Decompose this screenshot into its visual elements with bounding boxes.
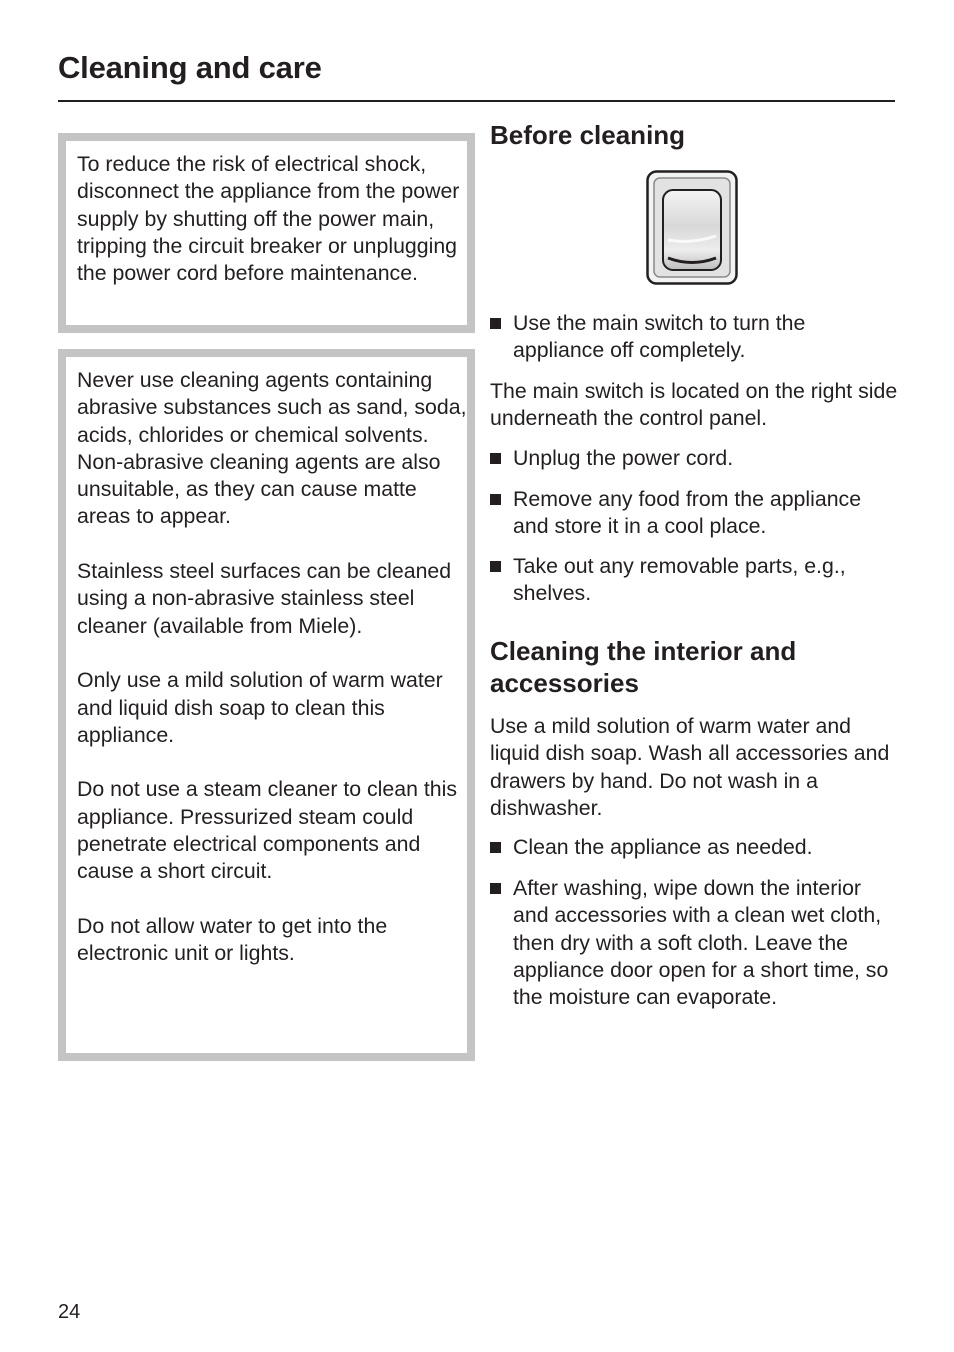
interior-intro: Use a mild solution of warm water and liquid dish soap. Wash all accessories and drawers by hand. Do not wash in a dishwasher.	[490, 714, 890, 820]
warning-text-abrasives: Never use cleaning agents containing abrasive substances such as sand, soda, acids, chlorides or chemical solvents. Non-abrasive cleaning agents are also unsuitable, as they can cause matte areas to appear.	[77, 368, 467, 529]
bullet-square-icon	[490, 561, 501, 572]
bullet-square-icon	[490, 842, 501, 853]
page-number: 24	[58, 1301, 81, 1323]
bullet-square-icon	[490, 883, 501, 894]
page-title: Cleaning and care	[58, 50, 322, 85]
warning-text-mild-solution: Only use a mild solution of warm water and liquid dish soap to clean this appliance.	[77, 668, 443, 747]
list-item-unplug: Unplug the power cord.	[490, 445, 900, 472]
heading-before-cleaning: Before cleaning	[490, 120, 686, 150]
main-switch-location-note: The main switch is located on the right side underneath the control panel.	[490, 379, 898, 431]
list-item-clean-as-needed: Clean the appliance as needed.	[490, 834, 900, 861]
heading-cleaning-interior: Cleaning the interior and accessories	[490, 636, 797, 698]
warning-box-cleaning-agents	[58, 349, 475, 1061]
warning-text-steam: Do not use a steam cleaner to clean this appliance. Pressurized steam could penetrate electrical components and cause a short circuit.	[77, 777, 458, 884]
bullet-square-icon	[490, 453, 501, 464]
warning-box-power	[58, 133, 475, 333]
list-item-wipe-down: After washing, wipe down the interior and accessories with a clean wet cloth, then dry with a soft cloth. Leave the appliance door open for a short time, so the moisture can evaporate.	[490, 875, 900, 1011]
title-rule	[58, 100, 895, 102]
list-item-remove-food: Remove any food from the appliance and store it in a cool place.	[490, 486, 900, 541]
bullet-square-icon	[490, 318, 501, 329]
bullet-square-icon	[490, 494, 501, 505]
warning-text-stainless: Stainless steel surfaces can be cleaned using a non-abrasive stainless steel cleaner (available from Miele).	[77, 559, 452, 638]
main-switch-icon	[646, 170, 738, 285]
warning-text: To reduce the risk of electrical shock, disconnect the appliance from the power supply by shutting off the power main, tripping the circuit breaker or unplugging the power cord before maintenance.	[77, 152, 460, 286]
list-item-main-switch: Use the main switch to turn the appliance off completely.	[490, 310, 900, 365]
list-item-remove-parts: Take out any removable parts, e.g., shelves.	[490, 553, 900, 608]
warning-text-water: Do not allow water to get into the electronic unit or lights.	[77, 913, 388, 966]
